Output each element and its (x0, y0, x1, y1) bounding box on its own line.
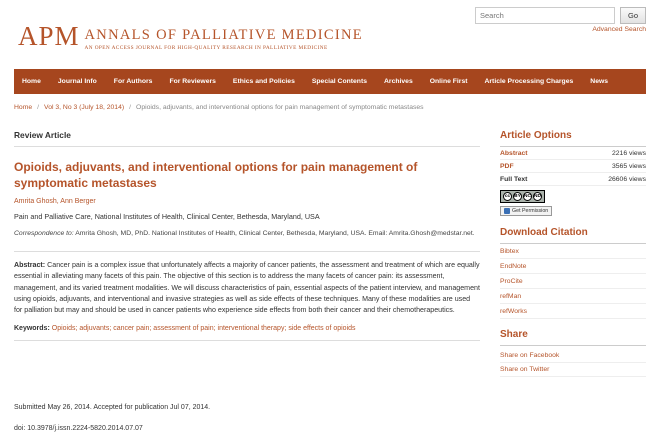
license-badges (500, 190, 646, 216)
share-facebook[interactable]: Share on Facebook (500, 349, 646, 363)
citation-procite[interactable]: ProCite (500, 274, 646, 289)
citation-bibtex[interactable]: Bibtex (500, 244, 646, 259)
journal-title: ANNALS OF PALLIATIVE MEDICINE (84, 27, 363, 43)
abstract-text: Cancer pain is a complex issue that unfortunately affects a majority of cancer patients, the assessment and treatment of which are equally essential in alleviating many facets of this pain. The objective of this section is to address the many facets of cancer pain: its assessment, management, and its varied treatment modalities. We will discuss characteristics of pain, essential aspects of the patient interview, and management using opioids, adjuvants, and interventional and invasive strategies as well as side effects of these techniques. Many of these modalities are used for palliation but may and should be used in cancer patients who experience side effects from both their cancer and their chemotherapeutics. (14, 261, 480, 315)
nd-icon: ND (534, 194, 541, 199)
nav-for-reviewers[interactable]: For Reviewers (169, 78, 216, 85)
option-row (500, 147, 646, 160)
option-row (500, 160, 646, 173)
cc-license-badge[interactable] (500, 190, 545, 203)
divider (14, 340, 480, 341)
go-button[interactable]: Go (620, 7, 646, 24)
by-icon: BY (514, 194, 521, 199)
permission-label: Get Permission (512, 208, 549, 214)
breadcrumb (14, 104, 424, 111)
breadcrumb-separator: / (37, 104, 40, 111)
nav-online-first[interactable]: Online First (429, 78, 468, 85)
option-abstract-link[interactable]: Abstract (500, 150, 528, 157)
option-pdf-link[interactable]: PDF (500, 163, 514, 170)
share-heading: Share (500, 329, 646, 346)
breadcrumb-separator: / (129, 104, 132, 111)
search-input[interactable] (475, 7, 615, 24)
site-logo[interactable] (18, 22, 363, 51)
article-abstract (14, 260, 480, 316)
article-authors[interactable]: Amrita Ghosh, Ann Berger (14, 198, 96, 205)
nav-special-contents[interactable]: Special Contents (311, 78, 368, 85)
logo-mark: APM (18, 21, 80, 51)
get-permission-button[interactable] (500, 206, 552, 216)
logo-text (85, 28, 363, 51)
nav-ethics-policies[interactable]: Ethics and Policies (232, 78, 295, 85)
option-fulltext-label: Full Text (500, 176, 528, 183)
share-twitter[interactable]: Share on Twitter (500, 363, 646, 377)
keywords-label: Keywords: (14, 325, 50, 333)
citation-refman[interactable]: refMan (500, 289, 646, 304)
correspondence-label: Correspondence to: (14, 230, 74, 237)
cc-icon: cc (504, 194, 511, 199)
nav-processing-charges[interactable]: Article Processing Charges (484, 78, 574, 85)
article-options-heading: Article Options (500, 130, 646, 147)
citation-refworks[interactable]: refWorks (500, 304, 646, 319)
sidebar (500, 130, 646, 377)
divider (14, 251, 480, 252)
option-views: 2216 views (611, 150, 646, 157)
nav-for-authors[interactable]: For Authors (113, 78, 153, 85)
nav-journal-info[interactable]: Journal Info (57, 78, 97, 85)
permission-icon (504, 208, 510, 214)
nav-archives[interactable]: Archives (384, 78, 413, 85)
citation-list (500, 244, 646, 319)
nc-icon: NC (524, 194, 531, 199)
breadcrumb-home[interactable]: Home (14, 104, 33, 111)
download-citation-heading: Download Citation (500, 227, 646, 244)
advanced-search-link[interactable]: Advanced Search (592, 26, 646, 33)
article-section: Review Article (14, 130, 480, 147)
article-affiliation: Pain and Palliative Care, National Institutes of Health, Clinical Center, Bethesda, Maryland, USA (14, 212, 320, 221)
breadcrumb-current: Opioids, adjuvants, and interventional options for pain management of symptomatic metastases (136, 104, 424, 111)
correspondence-text: Amrita Ghosh, MD, PhD. National Institutes of Health, Clinical Center, Bethesda, Maryland, USA. Email: Amrita.Ghosh@medstar.net. (75, 230, 475, 237)
article-correspondence (14, 228, 480, 239)
citation-endnote[interactable]: EndNote (500, 259, 646, 274)
journal-subtitle: AN OPEN ACCESS JOURNAL FOR HIGH-QUALITY RESEARCH IN PALLIATIVE MEDICINE (84, 45, 328, 51)
article-title: Opioids, adjuvants, and interventional options for pain management of symptomatic metastases (14, 160, 418, 190)
breadcrumb-issue[interactable]: Vol 3, No 3 (July 18, 2014) (44, 104, 125, 111)
abstract-label: Abstract: (14, 261, 46, 269)
article-main (14, 130, 480, 341)
nav-news[interactable]: News (590, 78, 609, 85)
share-list (500, 349, 646, 377)
option-views: 3565 views (611, 163, 646, 170)
main-nav (14, 69, 646, 94)
article-keywords (14, 325, 480, 332)
keywords-list[interactable]: Opioids; adjuvants; cancer pain; assessment of pain; interventional therapy; side effects of opioids (51, 325, 356, 333)
nav-home[interactable]: Home (22, 78, 41, 85)
option-row (500, 173, 646, 186)
option-views: 26606 views (608, 176, 646, 183)
article-doi: doi: 10.3978/j.issn.2224-5820.2014.07.07 (14, 425, 143, 432)
submission-info: Submitted May 26, 2014. Accepted for publication Jul 07, 2014. (14, 404, 211, 411)
